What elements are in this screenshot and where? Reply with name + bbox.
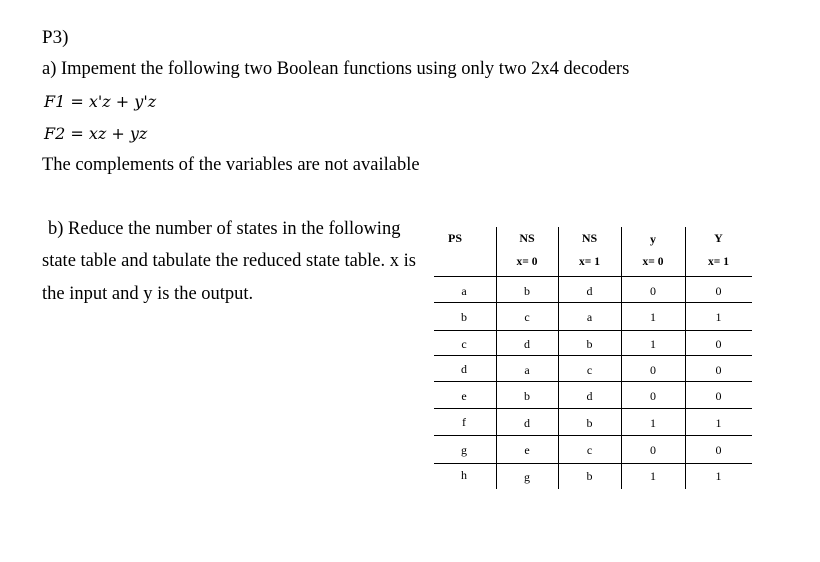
part-b-line-3: the input and y is the output. (42, 284, 254, 304)
table-cell: 0 (715, 389, 722, 403)
row-divider (434, 408, 752, 409)
table-cell: c (461, 337, 467, 351)
table-cell: 1 (650, 337, 656, 351)
table-cell: 0 (650, 363, 656, 377)
table-cell: h (461, 468, 467, 482)
header-y-x1: Y (714, 231, 723, 245)
table-cell: a (586, 310, 593, 324)
row-divider (434, 355, 752, 356)
table-cell: a (524, 363, 530, 377)
table-cell: 1 (715, 416, 722, 430)
row-divider (434, 302, 752, 303)
table-cell: 0 (650, 389, 656, 403)
row-divider (434, 463, 752, 464)
table-cell: 0 (715, 443, 722, 457)
subheader-y-x0: x= 0 (642, 256, 664, 268)
table-cell: b (586, 416, 593, 430)
table-cell: 0 (650, 284, 656, 298)
table-cell: g (524, 470, 530, 484)
table-cell: 0 (715, 337, 722, 351)
table-cell: c (586, 443, 593, 457)
subheader-ns-x0: x= 0 (516, 256, 538, 268)
header-ns-x1: NS (581, 231, 598, 245)
table-cell: 1 (715, 469, 722, 483)
function-f2: F2 = xz + yz (44, 124, 148, 143)
table-cell: b (461, 310, 467, 324)
part-b-line-2: state table and tabulate the reduced state table. x is (42, 251, 416, 271)
table-cell: 1 (650, 469, 656, 483)
subheader-ns-x1: x= 1 (579, 256, 600, 268)
table-cell: e (524, 443, 530, 457)
table-cell: 0 (715, 363, 722, 377)
table-cell: b (524, 284, 530, 298)
table-cell: c (586, 363, 593, 377)
table-cell: b (586, 469, 593, 483)
row-divider (434, 381, 752, 382)
table-cell: 1 (650, 310, 656, 324)
table-cell: c (524, 310, 530, 324)
table-cell: b (586, 337, 593, 351)
table-cell: b (524, 389, 530, 403)
table-cell: d (586, 284, 593, 298)
part-b-line-1: b) Reduce the number of states in the following (48, 219, 401, 239)
table-cell: g (461, 443, 467, 457)
row-divider (434, 435, 752, 436)
part-a-statement: a) Impement the following two Boolean functions using only two 2x4 decoders (42, 59, 630, 79)
row-divider (434, 276, 752, 277)
table-cell: 0 (715, 284, 722, 298)
table-cell: d (461, 362, 467, 376)
function-f1: F1 = x'z + y'z (44, 92, 157, 111)
table-cell: d (586, 389, 593, 403)
table-cell: 0 (650, 443, 656, 457)
problem-label: P3) (42, 27, 69, 48)
subheader-y-x1: x= 1 (708, 256, 729, 268)
header-y-x0: y (650, 232, 656, 246)
part-a-note: The complements of the variables are not available (42, 155, 420, 175)
table-cell: 1 (650, 416, 656, 430)
table-cell: f (462, 415, 466, 429)
header-ps: PS (447, 231, 462, 245)
table-cell: a (461, 284, 467, 298)
table-cell: 1 (715, 310, 722, 324)
header-ns-x0: NS (519, 231, 535, 245)
state-table (434, 222, 752, 494)
table-cell: d (524, 416, 530, 430)
table-cell: e (461, 389, 467, 403)
table-cell: d (524, 337, 530, 351)
row-divider (434, 330, 752, 331)
